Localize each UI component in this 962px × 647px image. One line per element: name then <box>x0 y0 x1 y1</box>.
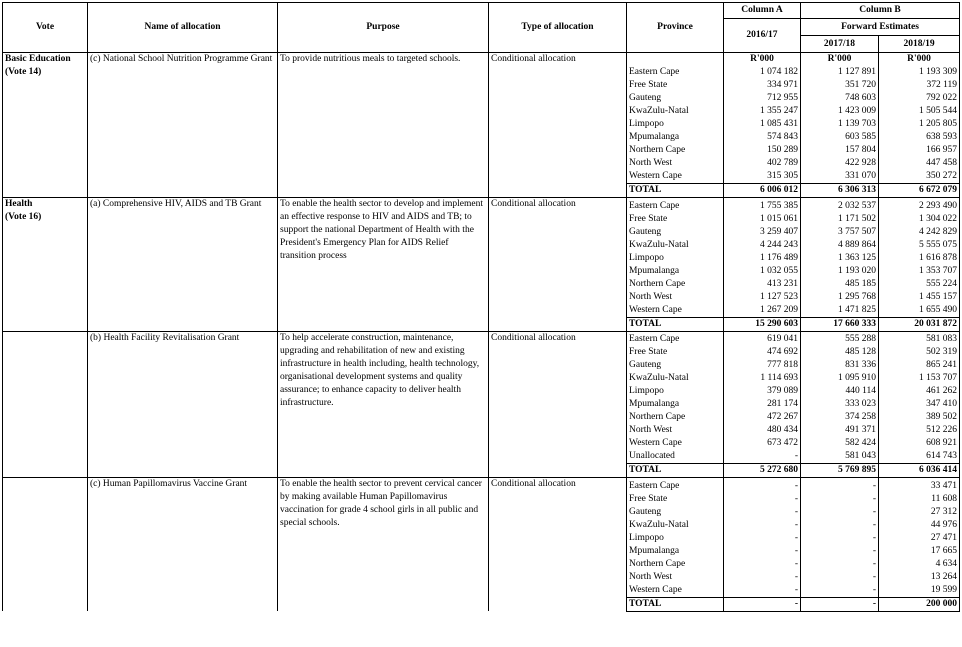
amount-cell: 4 889 864 <box>801 239 879 252</box>
amount-cell: 1 355 247 <box>724 105 801 118</box>
province-cell: Northern Cape <box>627 278 724 291</box>
province-cell: Gauteng <box>627 359 724 372</box>
allocation-name-cell: (c) Human Papillomavirus Vaccine Grant <box>88 478 278 612</box>
amount-cell: 3 259 407 <box>724 226 801 239</box>
province-cell: Eastern Cape <box>627 200 724 213</box>
amount-cell: 1 032 055 <box>724 265 801 278</box>
total-amount-cell: 20 031 872 <box>879 317 960 331</box>
amount-cell: 402 789 <box>724 157 801 170</box>
amount-cell: 574 843 <box>724 131 801 144</box>
province-cell: Gauteng <box>627 506 724 519</box>
province-cell: Mpumalanga <box>627 131 724 144</box>
province-cell: North West <box>627 157 724 170</box>
province-cell: Mpumalanga <box>627 398 724 411</box>
amount-cell: 347 410 <box>879 398 960 411</box>
table-body <box>3 53 960 612</box>
amount-cell: 11 608 <box>879 493 960 506</box>
province-cell: Limpopo <box>627 252 724 265</box>
total-amount-cell: 15 290 603 <box>724 317 801 331</box>
amount-cell: 485 185 <box>801 278 879 291</box>
amount-cell: 485 128 <box>801 346 879 359</box>
province-cell: Northern Cape <box>627 411 724 424</box>
header-year-2017-18: 2017/18 <box>801 36 879 53</box>
province-cell: KwaZulu-Natal <box>627 105 724 118</box>
amount-cell: 3 757 507 <box>801 226 879 239</box>
amount-cell: 1 353 707 <box>879 265 960 278</box>
header-forward-estimates: Forward Estimates <box>801 19 960 36</box>
header-year-2016-17: 2016/17 <box>724 19 801 53</box>
province-cell: Gauteng <box>627 226 724 239</box>
amount-cell: 447 458 <box>879 157 960 170</box>
amount-cell: 831 336 <box>801 359 879 372</box>
province-cell: Free State <box>627 213 724 226</box>
amount-cell: 44 976 <box>879 519 960 532</box>
amount-cell: 166 957 <box>879 144 960 157</box>
amount-cell: 1 295 768 <box>801 291 879 304</box>
amount-cell: 440 114 <box>801 385 879 398</box>
header-vote: Vote <box>3 3 88 53</box>
amount-cell: 472 267 <box>724 411 801 424</box>
amount-cell: 1 085 431 <box>724 118 801 131</box>
amount-cell: 1 139 703 <box>801 118 879 131</box>
total-amount-cell: 5 769 895 <box>801 464 879 478</box>
amount-cell: 1 015 061 <box>724 213 801 226</box>
amount-cell: 4 242 829 <box>879 226 960 239</box>
province-cell: Limpopo <box>627 385 724 398</box>
unit-label: R'000 <box>879 53 960 67</box>
amount-cell: - <box>801 519 879 532</box>
amount-cell: 461 262 <box>879 385 960 398</box>
amount-cell: 2 293 490 <box>879 200 960 213</box>
amount-cell: 1 193 020 <box>801 265 879 278</box>
amount-cell: 474 692 <box>724 346 801 359</box>
amount-cell: 792 022 <box>879 92 960 105</box>
amount-cell: 480 434 <box>724 424 801 437</box>
amount-cell: 1 114 693 <box>724 372 801 385</box>
amount-cell: 1 423 009 <box>801 105 879 118</box>
purpose-cell: To enable the health sector to prevent cervical cancer by making available Human Papillomavirus vaccination for grade 4 school girls in all public and special schools. <box>278 478 489 612</box>
amount-cell: 1 176 489 <box>724 252 801 265</box>
province-cell: Mpumalanga <box>627 545 724 558</box>
amount-cell: 150 289 <box>724 144 801 157</box>
amount-cell: - <box>724 532 801 545</box>
amount-cell: 413 231 <box>724 278 801 291</box>
amount-cell: 422 928 <box>801 157 879 170</box>
amount-cell: 4 634 <box>879 558 960 571</box>
amount-cell: - <box>801 571 879 584</box>
header-name-of-allocation: Name of allocation <box>88 3 278 53</box>
header-type-of-allocation: Type of allocation <box>489 3 627 53</box>
amount-cell: 638 593 <box>879 131 960 144</box>
province-cell: Western Cape <box>627 304 724 318</box>
amount-cell: - <box>801 493 879 506</box>
amount-cell: 13 264 <box>879 571 960 584</box>
amount-cell: 379 089 <box>724 385 801 398</box>
amount-cell: 5 555 075 <box>879 239 960 252</box>
allocation-type-cell: Conditional allocation <box>489 53 627 198</box>
total-amount-cell: 5 272 680 <box>724 464 801 478</box>
amount-cell: 581 043 <box>801 450 879 464</box>
amount-cell: 1 205 805 <box>879 118 960 131</box>
amount-cell: - <box>724 584 801 598</box>
vote-cell <box>3 331 88 478</box>
amount-cell: 33 471 <box>879 480 960 493</box>
province-cell: North West <box>627 424 724 437</box>
amount-cell: - <box>724 480 801 493</box>
vote-cell: Health (Vote 16) <box>3 198 88 332</box>
amount-cell: - <box>724 493 801 506</box>
amount-cell: - <box>724 558 801 571</box>
header-province: Province <box>627 3 724 53</box>
total-label: TOTAL <box>627 464 724 478</box>
province-blank-cell <box>627 53 724 67</box>
amount-cell: 1 127 523 <box>724 291 801 304</box>
amount-cell: 777 818 <box>724 359 801 372</box>
total-amount-cell: 6 006 012 <box>724 184 801 198</box>
amount-cell: 372 119 <box>879 79 960 92</box>
amount-cell: - <box>801 506 879 519</box>
amount-cell: - <box>724 571 801 584</box>
total-label: TOTAL <box>627 317 724 331</box>
province-cell: KwaZulu-Natal <box>627 239 724 252</box>
amount-cell: 331 070 <box>801 170 879 184</box>
province-cell: Northern Cape <box>627 144 724 157</box>
amount-cell: 608 921 <box>879 437 960 450</box>
allocation-name-cell: (c) National School Nutrition Programme Grant <box>88 53 278 198</box>
amount-cell: 1 127 891 <box>801 66 879 79</box>
amount-cell: 1 471 825 <box>801 304 879 318</box>
amount-cell: 27 471 <box>879 532 960 545</box>
province-cell: Limpopo <box>627 532 724 545</box>
amount-cell: 1 095 910 <box>801 372 879 385</box>
amount-cell: - <box>801 584 879 598</box>
province-cell: Eastern Cape <box>627 333 724 346</box>
amount-cell: 157 804 <box>801 144 879 157</box>
amount-cell: - <box>724 545 801 558</box>
amount-cell: 17 665 <box>879 545 960 558</box>
amount-cell: 1 153 707 <box>879 372 960 385</box>
province-cell: Western Cape <box>627 584 724 598</box>
amount-cell: 555 288 <box>801 333 879 346</box>
allocation-type-cell: Conditional allocation <box>489 478 627 612</box>
amount-cell: 512 226 <box>879 424 960 437</box>
province-cell: Unallocated <box>627 450 724 464</box>
amount-cell: 502 319 <box>879 346 960 359</box>
purpose-cell: To provide nutritious meals to targeted schools. <box>278 53 489 198</box>
amount-cell: - <box>801 532 879 545</box>
vote-cell: Basic Education (Vote 14) <box>3 53 88 198</box>
province-cell: Eastern Cape <box>627 66 724 79</box>
amount-cell: 350 272 <box>879 170 960 184</box>
vote-cell <box>3 478 88 612</box>
amount-cell: 603 585 <box>801 131 879 144</box>
province-cell: Northern Cape <box>627 558 724 571</box>
total-amount-cell: 6 036 414 <box>879 464 960 478</box>
province-cell: KwaZulu-Natal <box>627 519 724 532</box>
header-column-b: Column B <box>801 3 960 19</box>
amount-cell: 315 305 <box>724 170 801 184</box>
province-cell: Free State <box>627 79 724 92</box>
amount-cell: 581 083 <box>879 333 960 346</box>
amount-cell: 555 224 <box>879 278 960 291</box>
province-cell: Western Cape <box>627 170 724 184</box>
total-amount-cell: - <box>801 597 879 611</box>
amount-cell: 4 244 243 <box>724 239 801 252</box>
total-amount-cell: - <box>724 597 801 611</box>
purpose-cell: To help accelerate construction, maintenance, upgrading and rehabilitation of new and existing infrastructure in health including, health technology, organisational development systems and quality assurance; to enhance capacity to deliver health infrastructure. <box>278 331 489 478</box>
amount-cell: 1 363 125 <box>801 252 879 265</box>
amount-cell: 582 424 <box>801 437 879 450</box>
province-cell: North West <box>627 291 724 304</box>
total-amount-cell: 17 660 333 <box>801 317 879 331</box>
amount-cell: - <box>724 519 801 532</box>
amount-cell: 673 472 <box>724 437 801 450</box>
amount-cell: 1 267 209 <box>724 304 801 318</box>
province-cell: Eastern Cape <box>627 480 724 493</box>
amount-cell: 2 032 537 <box>801 200 879 213</box>
province-cell: Western Cape <box>627 437 724 450</box>
amount-cell: 333 023 <box>801 398 879 411</box>
province-cell: Free State <box>627 346 724 359</box>
header-purpose: Purpose <box>278 3 489 53</box>
allocation-type-cell: Conditional allocation <box>489 331 627 478</box>
purpose-cell: To enable the health sector to develop and implement an effective response to HIV and AIDS and TB; to support the national Department of Health with the President's Emergency Plan for AIDS Relief transition process <box>278 198 489 332</box>
amount-cell: 614 743 <box>879 450 960 464</box>
amount-cell: 1 304 022 <box>879 213 960 226</box>
amount-cell: 1 616 878 <box>879 252 960 265</box>
amount-cell: 712 955 <box>724 92 801 105</box>
amount-cell: 1 755 385 <box>724 200 801 213</box>
amount-cell: 27 312 <box>879 506 960 519</box>
amount-cell: 865 241 <box>879 359 960 372</box>
amount-cell: 1 171 502 <box>801 213 879 226</box>
amount-cell: 334 971 <box>724 79 801 92</box>
amount-cell: 389 502 <box>879 411 960 424</box>
province-cell: Limpopo <box>627 118 724 131</box>
amount-cell: - <box>724 506 801 519</box>
province-cell: North West <box>627 571 724 584</box>
amount-cell: 19 599 <box>879 584 960 598</box>
allocation-name-cell: (a) Comprehensive HIV, AIDS and TB Grant <box>88 198 278 332</box>
amount-cell: 374 258 <box>801 411 879 424</box>
amount-cell: 748 603 <box>801 92 879 105</box>
amount-cell: 351 720 <box>801 79 879 92</box>
amount-cell: 491 371 <box>801 424 879 437</box>
total-label: TOTAL <box>627 597 724 611</box>
amount-cell: 1 655 490 <box>879 304 960 318</box>
amount-cell: - <box>801 480 879 493</box>
header-column-a: Column A <box>724 3 801 19</box>
allocation-type-cell: Conditional allocation <box>489 198 627 332</box>
amount-cell: - <box>724 450 801 464</box>
amount-cell: 1 455 157 <box>879 291 960 304</box>
unit-label: R'000 <box>801 53 879 67</box>
total-amount-cell: 6 306 313 <box>801 184 879 198</box>
amount-cell: - <box>801 545 879 558</box>
province-cell: KwaZulu-Natal <box>627 372 724 385</box>
total-amount-cell: 6 672 079 <box>879 184 960 198</box>
total-amount-cell: 200 000 <box>879 597 960 611</box>
amount-cell: 281 174 <box>724 398 801 411</box>
province-cell: Gauteng <box>627 92 724 105</box>
amount-cell: 1 074 182 <box>724 66 801 79</box>
amount-cell: 1 193 309 <box>879 66 960 79</box>
province-cell: Mpumalanga <box>627 265 724 278</box>
province-cell: Free State <box>627 493 724 506</box>
allocation-name-cell: (b) Health Facility Revitalisation Grant <box>88 331 278 478</box>
unit-label: R'000 <box>724 53 801 67</box>
total-label: TOTAL <box>627 184 724 198</box>
amount-cell: 619 041 <box>724 333 801 346</box>
header-year-2018-19: 2018/19 <box>879 36 960 53</box>
amount-cell: 1 505 544 <box>879 105 960 118</box>
group-units-row <box>3 53 960 67</box>
amount-cell: - <box>801 558 879 571</box>
allocation-table <box>2 2 960 612</box>
